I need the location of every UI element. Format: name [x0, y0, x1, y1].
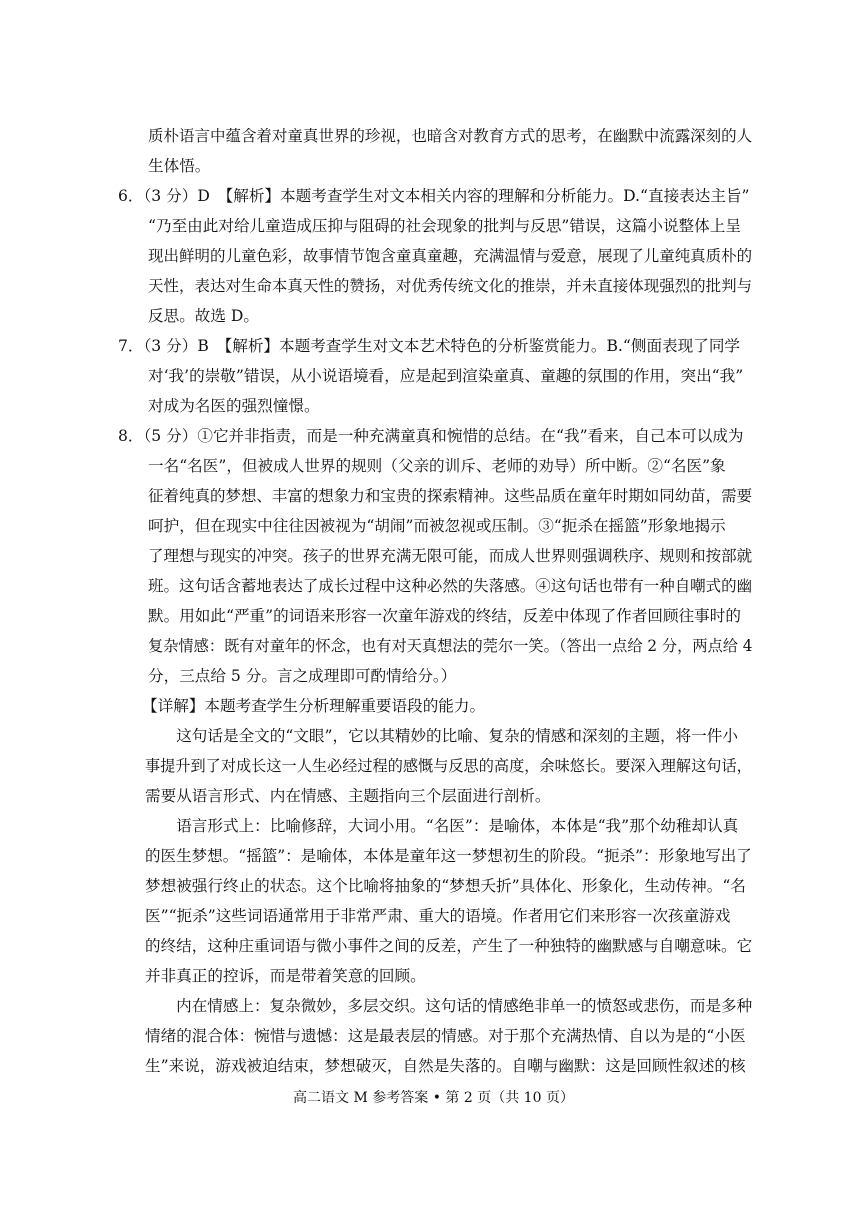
text-line: 质朴语言中蕴含着对童真世界的珍视，也暗含对教育方式的思考，在幽默中流露深刻的人 — [148, 127, 753, 145]
text-line: 生”来说，游戏被迫结束，梦想破灭，自然是失落的。自嘲与幽默：这是回顾性叙述的核 — [145, 1057, 746, 1075]
text-line: 这句话是全文的“文眼”，它以其精妙的比喻、复杂的情感和深刻的主题，将一件小 — [145, 727, 738, 745]
text-line: 的终结，这种庄重词语与微小事件之间的反差，产生了一种独特的幽默感与自嘲意味。它 — [145, 937, 753, 955]
text-line: 一名“名医”，但被成人世界的规则（父亲的训斥、老师的劝导）所中断。②“名医”象 — [148, 457, 726, 475]
text-line: 梦想被强行终止的状态。这个比喻将抽象的“梦想夭折”具体化、形象化，生动传神。“名 — [145, 877, 746, 895]
text-line: 默。用如此“严重”的词语来形容一次童年游戏的终结，反差中体现了作者回顾往事时的 — [148, 607, 741, 625]
text-line: 反思。故选 D。 — [148, 307, 260, 325]
text-line: 分，三点给 5 分。言之成理即可酌情给分。） — [148, 667, 457, 685]
text-line: 需要从语言形式、内在情感、主题指向三个层面进行剖析。 — [145, 787, 551, 805]
text-line: 呵护，但在现实中往往因被视为“胡闹”而被忽视或压制。③“扼杀在摇篮”形象地揭示 — [148, 517, 726, 535]
text-line: 了理想与现实的冲突。孩子的世界充满无限可能，而成人世界则强调秩序、规则和按部就 — [148, 547, 753, 565]
text-line: 情绪的混合体：惋惜与遗憾：这是最表层的情感。对于那个充满热情、自以为是的“小医 — [145, 1027, 746, 1045]
question-7-header: 7．（3 分）B 【解析】本题考查学生对文本艺术特色的分析鉴赏能力。B.“侧面表现了同学 — [118, 337, 741, 355]
text-line: 内在情感上：复杂微妙，多层交织。这句话的情感绝非单一的愤怒或悲伤，而是多种 — [145, 997, 753, 1015]
text-line: 对成为名医的强烈憧憬。 — [148, 397, 320, 415]
page-footer: 高二语文 M 参考答案 • 第 2 页（共 10 页） — [293, 1090, 574, 1106]
text-line: 事提升到了对成长这一人生必经过程的感慨与反思的高度，余味悠长。要深入理解这句话， — [145, 757, 752, 775]
text-line: 并非真正的控诉，而是带着笑意的回顾。 — [145, 967, 426, 985]
detail-heading: 【详解】本题考查学生分析理解重要语段的能力。 — [142, 697, 486, 715]
question-6-header: 6．（3 分）D 【解析】本题考查学生对文本相关内容的理解和分析能力。D.“直接表达主旨” — [118, 187, 750, 205]
text-line: 征着纯真的梦想、丰富的想象力和宝贵的探索精神。这些品质在童年时期如同幼苗，需要 — [148, 487, 753, 505]
text-line: 复杂情感：既有对童年的怀念，也有对天真想法的莞尔一笑。（答出一点给 2 分，两点给 4 — [148, 637, 753, 655]
text-line: 生体悟。 — [148, 157, 211, 175]
text-line: 天性，表达对生命本真天性的赞扬，对优秀传统文化的推崇，并未直接体现强烈的批判与 — [148, 277, 753, 295]
question-8-header: 8．（5 分）①它并非指责，而是一种充满童真和惋惜的总结。在“我”看来，自己本可以成为 — [118, 427, 744, 445]
text-line: 语言形式上：比喻修辞，大词小用。“名医”：是喻体，本体是“我”那个幼稚却认真 — [145, 817, 739, 835]
text-line: “乃至由此对给儿童造成压抑与阻碍的社会现象的批判与反思”错误，这篇小说整体上呈 — [148, 217, 741, 235]
text-line: 的医生梦想。“摇篮”：是喻体，本体是童年这一梦想初生的阶段。“扼杀”：形象地写出了 — [145, 847, 752, 865]
text-line: 对‘我’的崇敬”错误，从小说语境看，应是起到渲染童真、童趣的氛围的作用，突出“我” — [148, 367, 744, 385]
text-line: 现出鲜明的儿童色彩，故事情节饱含童真童趣，充满温情与爱意，展现了儿童纯真质朴的 — [148, 247, 753, 265]
text-line: 医”“扼杀”这些词语通常用于非常严肃、重大的语境。作者用它们来形容一次孩童游戏 — [145, 907, 731, 925]
text-line: 班。这句话含蓄地表达了成长过程中这种必然的失落感。④这句话也带有一种自嘲式的幽 — [148, 577, 753, 595]
